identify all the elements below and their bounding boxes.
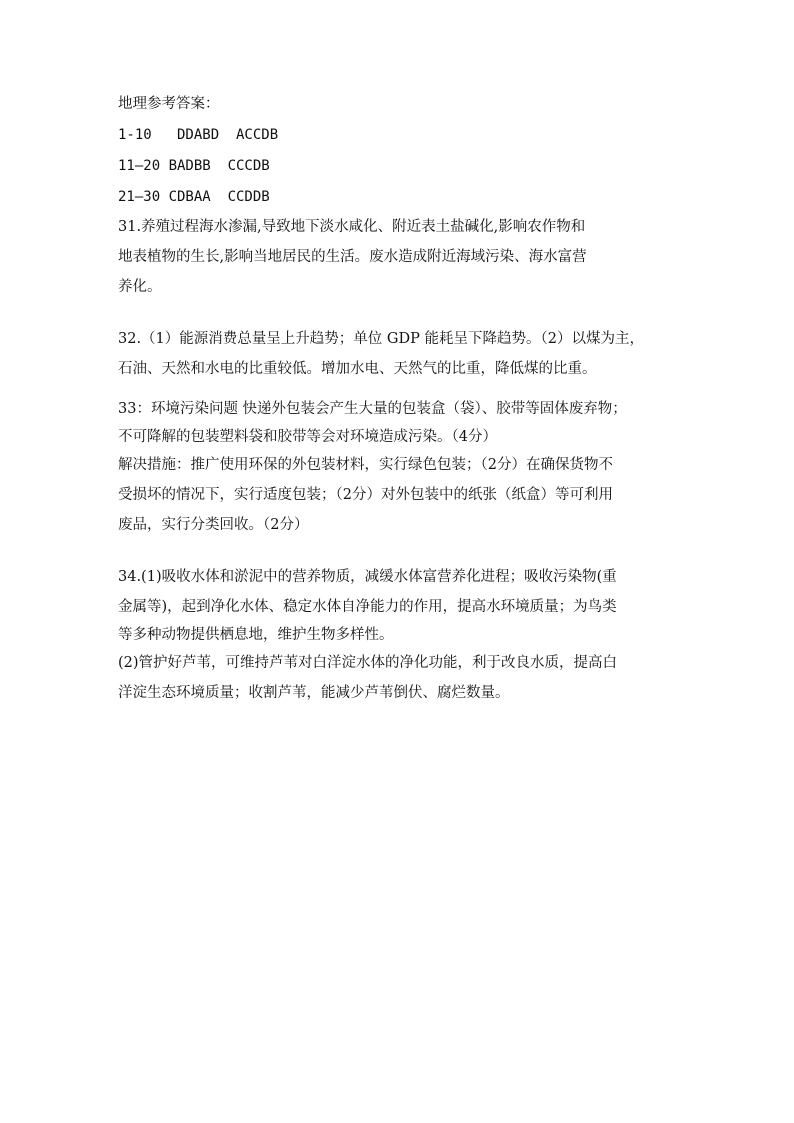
- answer-33: [118, 394, 698, 540]
- answer-key-1-10: 1-10 DDABD ACCDB: [118, 127, 279, 143]
- answer-33-line: 解决措施：推广使用环保的外包装材料，实行绿色包装；（2分）在确保货物不: [118, 457, 613, 473]
- answer-key-21-30: 21—30 CDBAA CCDDB: [118, 189, 270, 205]
- answer-31-line: 地表植物的生长,影响当地居民的生活。废水造成附近海域污染、海水富营: [118, 249, 587, 265]
- answer-34: [118, 562, 698, 708]
- answer-33-line: 33：环境污染问题 快递外包装会产生大量的包装盒（袋）、胶带等固体废弃物；: [118, 401, 627, 417]
- answer-34-line: 洋淀生态环境质量；收割芦苇，能减少芦苇倒伏、腐烂数量。: [118, 685, 510, 701]
- answer-34-line: 等多种动物提供栖息地，维护生物多样性。: [118, 627, 394, 643]
- answer-31: [118, 212, 698, 302]
- answer-33-line: 废品，实行分类回收。（2分）: [118, 517, 309, 533]
- answer-31-line: 31.养殖过程海水渗漏,导致地下淡水咸化、附近表土盐碱化,影响农作物和: [118, 219, 586, 235]
- answer-34-line: 金属等)，起到净化水体、稳定水体自净能力的作用，提高水环境质量；为鸟类: [118, 599, 617, 615]
- answer-33-line: 不可降解的包装塑料袋和胶带等会对环境造成污染。（4分）: [118, 429, 497, 445]
- answer-34-line: (2)管护好芦苇，可维持芦苇对白洋淀水体的净化功能，利于改良水质，提高白: [118, 655, 618, 671]
- answer-32: [118, 324, 698, 384]
- answer-document: [118, 94, 698, 708]
- answer-31-line: 养化。: [118, 279, 162, 295]
- answer-34-line: 34.(1)吸收水体和淤泥中的营养物质，减缓水体富营养化进程；吸收污染物(重: [118, 569, 617, 585]
- answer-key-11-20: 11—20 BADBB CCCDB: [118, 158, 270, 174]
- document-title: 地理参考答案：: [118, 96, 220, 112]
- answer-33-line: 受损坏的情况下，实行适度包装；（2分）对外包装中的纸张（纸盒）等可利用: [118, 487, 613, 503]
- answer-32-line: 石油、天然和水电的比重较低。增加水电、天然气的比重，降低煤的比重。: [118, 361, 597, 377]
- answer-32-line: 32.（1）能源消费总量呈上升趋势；单位 GDP 能耗呈下降趋势。（2）以煤为主，: [118, 331, 644, 347]
